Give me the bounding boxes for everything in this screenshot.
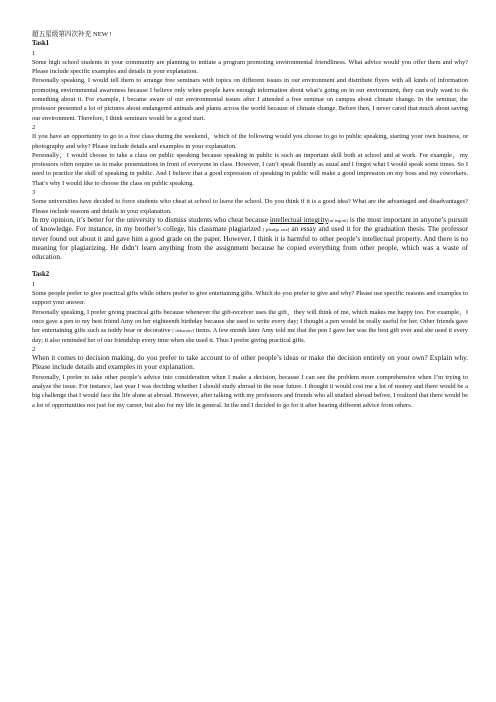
task1-q2-question: If you have an opportunity to go to a free class during the weekend，which of the following would you choose to go to public speaking, starting your own business, or photography and why? Please include details and examples in your explanation. [32,133,468,150]
task2-q1-question: Some people prefer to give practical gifts while others prefer to give entertaining gifts. Which do you prefer to give and why? Please use specific reasons and examples to support your answer. [32,290,468,307]
answer-text: In my opinion, it’s better for the university to dismiss students who cheat because [32,215,270,224]
task1-q2-number: 2 [32,123,36,131]
document-title: 超五星级第四次补充 NEW ! [32,31,112,38]
document-page [32,30,468,410]
task1-q1-answer: Personally speaking, I would tell them to arrange free seminars with topics on different issues in our environment and distribute flyers with all kinds of information promoting environmental awareness because I believe only when people have enough information about what’s going on in our environment, they can truly want to do something about it. For example, I became aware of our environmental issues after I attended a free seminar on campus about climate change. In the seminar, the professor presented a lot of pictures about endangered animals and plants across the world because of climate change. Before then, I never cared that much about saving our environment. Therefore, I think seminars would be a good start. [32,77,468,122]
answer-text: an essay and used it for the graduation thesis. The professor never found out about it and gave him a good grade on the paper. However, I think it is harmful to other people’s intellectual property. And there is no meaning for plagiarizing. He didn’t learn anything from the assignment because he copied everything from other people, which was a waste of education. [32,225,468,262]
task1-q1-question: Some high school students in your community are planning to initiate a program promoting environmental friendliness. What advice would you offer them and why? Please include specific examples and details in your explanation. [32,58,468,76]
answer-text: items. A few month later Amy told me that the pen I gave her was the best gift ever and she used it every day; it also reminded her of our friendship every time when she used it. Thus I prefer giving practical gifts. [32,327,468,344]
task1-heading: Task1 [32,40,50,48]
task2-q1-number: 1 [32,280,36,288]
pronunciation: [ɪnˈtegrətɪ] [328,217,348,223]
task1-q1-number: 1 [32,49,36,57]
task2-q1-answer [32,308,468,345]
pronunciation: [ˈpleɪdʒəˌraɪz] [263,227,290,233]
answer-text: Personally speaking, I prefer giving practical gifts because whenever the gift-receiver uses the gift，they will think of me, which makes me happy too. For example，I once gave a pen to my best friend Amy on her eighteenth birthday because she used to write every day; I thought a pen would be really useful for her. Other friends gave her entertaining gifts such as teddy bear or decorative [32,308,468,335]
task2-heading: Task2 [32,271,50,279]
section-gap [32,262,468,270]
task1-q3-question: Some universities have decided to force students who cheat at school to leave the school. Do you think if it is a good idea? What are the advantaged and disadvantages? Please include reasons and details in your explanation. [32,198,468,215]
task1-q3-number: 3 [32,189,36,197]
task2-q2-question: When it comes to decision making, do you prefer to take account to of other people’s ideas or make the decision entirely on your own? Explain why. Please include details and examples in your explanation. [32,354,468,372]
task2-q2-number: 2 [32,345,36,353]
task2-q2-answer: Personally, I prefer to take other people’s advice into consideration when I make a decision, because I can see the problem more comprehensive when I’m trying to analyze the issue. For instance, last year I was deciding whether I should study abroad in the near future. I thought it would cost me a lot of money and there would be a big challenge that I would face the life alone at abroad. However, after talking with my professors and friends who all studied abroad before, I realized that there would be a lot of opportunities not just for my career, but also for my life in general. In the end I decided to go for it after hearing different advice from others. [32,373,468,409]
pronunciation: [ˈdekərətɪv] [172,328,195,334]
underlined-term: intellectual integrity [269,215,329,224]
task1-q3-answer [32,216,468,262]
task1-q2-answer: Personally，I would choose to take a class on public speaking because speaking in public is such an important skill both at school and at work. For example，my professors often require us to make presentations in front of everyone in class. However, I can’t speak fluently as usual and I forgot what I would speak some times. So I need to practice the skill of speaking in public. And I believe that a good expression of speaking in public will make a good impression on my boss and my coworkers. That’s why I would like to choose the class on public speaking. [32,151,468,187]
answer-text: is the most important in anyone’s pursuit of knowledge. For instance, in my brother’s college, his classmate plagiarized [32,215,468,234]
